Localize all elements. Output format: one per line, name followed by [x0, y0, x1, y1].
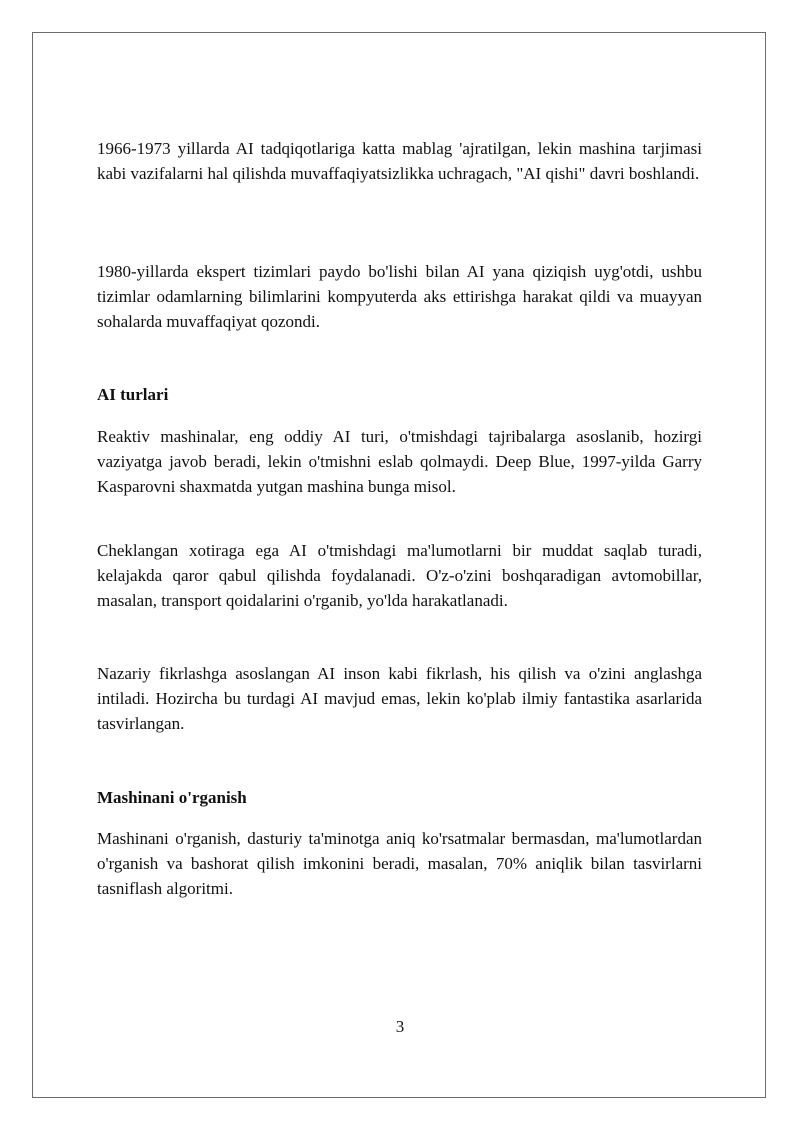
- page-number: 3: [395, 1017, 405, 1036]
- paragraph-expert-systems: 1980-yillarda ekspert tizimlari paydo bo'lishi bilan AI yana qiziqish uyg'otdi, ushbu tizimlar odamlarning bilimlarini kompyuterda aks ettirishga harakat qildi va muayyan sohalarda muvaffaqiyat qozondi.: [97, 262, 702, 331]
- paragraph-machine-learning: Mashinani o'rganish, dasturiy ta'minotga aniq ko'rsatmalar bermasdan, ma'lumotlardan o'rganish va bashorat qilish imkonini beradi, masalan, 70% aniqlik bilan tasvirlarni tasniflash algoritmi.: [97, 829, 702, 898]
- paragraph-limited-memory: Cheklangan xotiraga ega AI o'tmishdagi ma'lumotlarni bir muddat saqlab turadi, kelajakda qaror qabul qilishda foydalanadi. O'z-o'zini boshqaradigan avtomobillar, masalan, transport qoidalarini o'rganib, yo'lda harakatlanadi.: [97, 541, 702, 610]
- section-heading-ai-types: AI turlari: [97, 385, 169, 404]
- section-heading-machine-learning: Mashinani o'rganish: [97, 788, 247, 807]
- paragraph-theory-of-mind: Nazariy fikrlashga asoslangan AI inson kabi fikrlash, his qilish va o'zini anglashga intiladi. Hozircha bu turdagi AI mavjud emas, lekin ko'plab ilmiy fantastika asarlarida tasvirlangan.: [97, 664, 702, 733]
- paragraph-ai-winter: 1966-1973 yillarda AI tadqiqotlariga katta mablag 'ajratilgan, lekin mashina tarjimasi kabi vazifalarni hal qilishda muvaffaqiyatsizlikka uchragach, "AI qishi" davri boshlandi.: [97, 139, 702, 183]
- paragraph-reactive-machines: Reaktiv mashinalar, eng oddiy AI turi, o'tmishdagi tajribalarga asoslanib, hozirgi vaziyatga javob beradi, lekin o'tmishni eslab qolmaydi. Deep Blue, 1997-yilda Garry Kasparovni shaxmatda yutgan mashina bunga misol.: [97, 427, 702, 496]
